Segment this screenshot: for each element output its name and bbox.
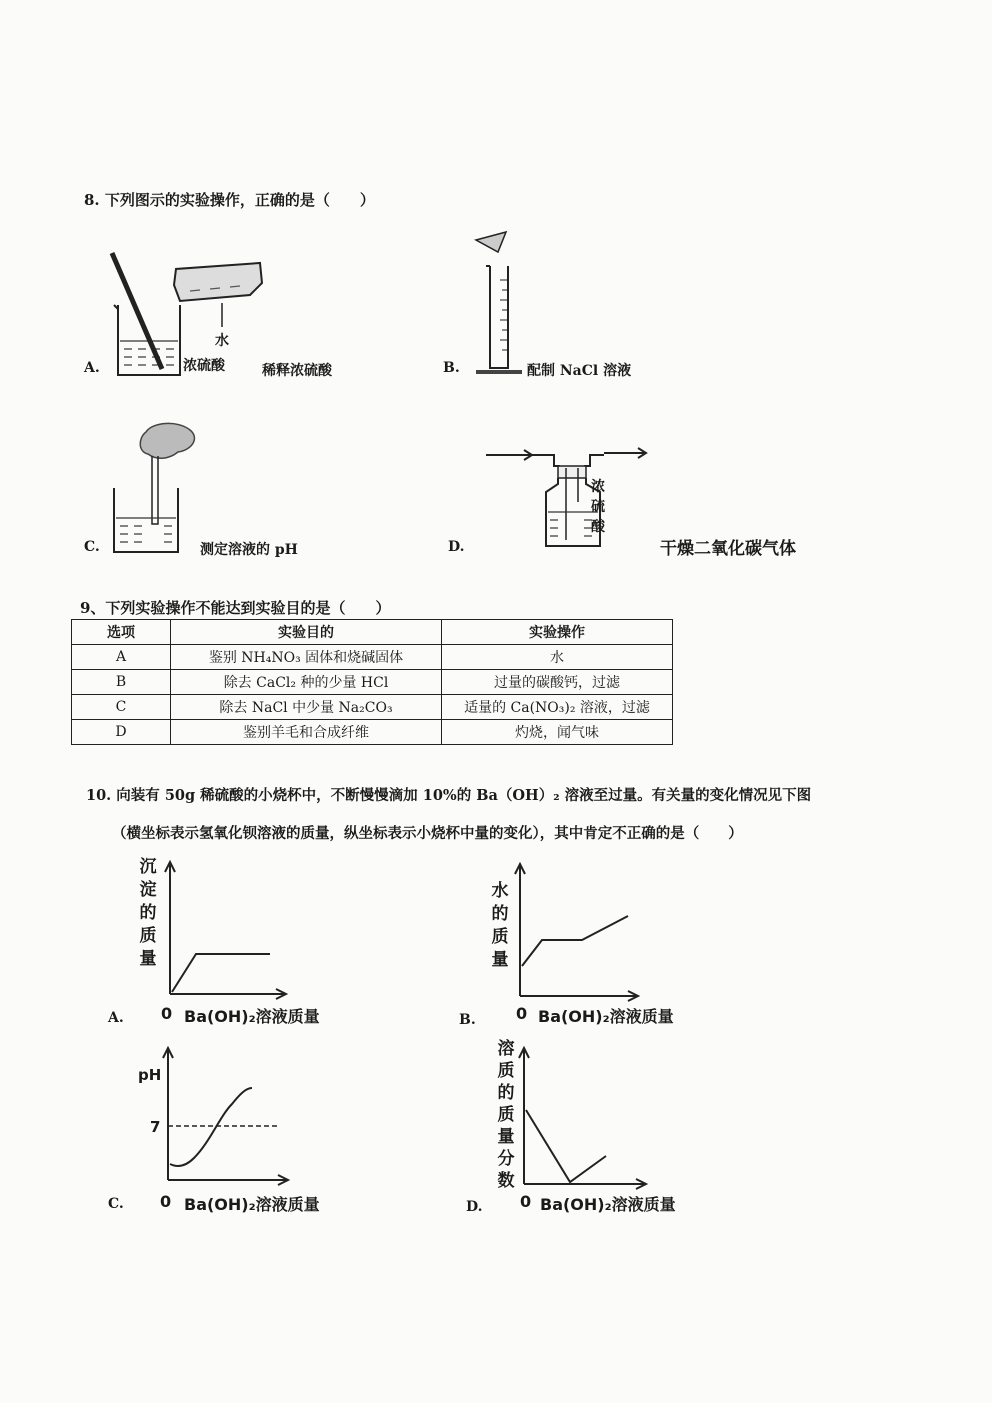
graph-d-ylabel-char: 数 bbox=[497, 1171, 515, 1191]
col-header-option: 选项 bbox=[72, 620, 171, 645]
graph-c-tick-7: 7 bbox=[150, 1118, 161, 1136]
graph-a-ylabel bbox=[137, 856, 159, 971]
q8-d-washbottle-figure bbox=[484, 440, 654, 555]
q10-stem-line1: 10. 向装有 50g 稀硫酸的小烧杯中，不断慢慢滴加 10%的 Ba（OH）₂ 溶液至过量。有关量的变化情况见下图 bbox=[86, 787, 812, 804]
graph-c-key: C. bbox=[108, 1196, 124, 1212]
graph-b-ylabel bbox=[489, 880, 511, 972]
q8-d-label-char-2: 硫 bbox=[591, 499, 605, 515]
cell-option: A bbox=[72, 645, 171, 670]
q8-b-caption: 配制 NaCl 溶液 bbox=[527, 363, 632, 379]
graph-c-origin: 0 bbox=[160, 1192, 172, 1211]
q8-d-label-conc bbox=[591, 477, 607, 537]
graph-d-ylabel-char: 质 bbox=[497, 1061, 515, 1081]
graph-d-ylabel-char: 质 bbox=[497, 1105, 515, 1125]
graph-d-ylabel-char: 溶 bbox=[497, 1039, 515, 1059]
cell-operation: 过量的碳酸钙，过滤 bbox=[442, 670, 673, 695]
q9-stem: 9、下列实验操作不能达到实验目的是（ ） bbox=[80, 599, 391, 617]
cell-purpose: 除去 CaCl₂ 种的少量 HCl bbox=[171, 670, 442, 695]
q8-d-label-char-1: 浓 bbox=[591, 479, 605, 495]
graph-a-key: A. bbox=[108, 1010, 124, 1026]
q10-stem-line2: （横坐标表示氢氧化钡溶液的质量，纵坐标表示小烧杯中量的变化），其中肯定不正确的是（ ） bbox=[112, 825, 743, 842]
table-row bbox=[72, 695, 673, 720]
q8-option-a-key: A. bbox=[84, 360, 100, 376]
graph-a-xlabel: Ba(OH)₂溶液质量 bbox=[184, 1007, 320, 1026]
graph-d-xlabel: Ba(OH)₂溶液质量 bbox=[540, 1195, 676, 1214]
graph-d-plot bbox=[516, 1046, 656, 1188]
graph-d-ylabel-char: 量 bbox=[497, 1127, 515, 1147]
cell-purpose: 除去 NaCl 中少量 Na₂CO₃ bbox=[171, 695, 442, 720]
graph-b-plot bbox=[510, 862, 645, 1002]
q8-c-ph-figure bbox=[108, 420, 208, 560]
graph-a-ylabel-char: 淀 bbox=[139, 880, 157, 900]
graph-a-ylabel-char: 沉 bbox=[139, 857, 157, 877]
q8-option-b-key: B. bbox=[443, 360, 460, 376]
graph-c-ylabel: pH bbox=[138, 1066, 162, 1084]
q8-option-c-key: C. bbox=[84, 539, 100, 555]
q8-a-label-acid: 浓硫酸 bbox=[183, 358, 225, 374]
graph-b-origin: 0 bbox=[516, 1004, 528, 1023]
cell-option: B bbox=[72, 670, 171, 695]
cell-purpose: 鉴别 NH₄NO₃ 固体和烧碱固体 bbox=[171, 645, 442, 670]
table-row bbox=[72, 670, 673, 695]
q8-stem: 8. 下列图示的实验操作，正确的是（ ） bbox=[84, 191, 375, 209]
cell-operation: 适量的 Ca(NO₃)₂ 溶液，过滤 bbox=[442, 695, 673, 720]
graph-b-ylabel-char: 水 bbox=[491, 881, 509, 901]
cell-option: D bbox=[72, 720, 171, 745]
graph-a-plot bbox=[160, 860, 290, 1000]
graph-a-ylabel-char: 的 bbox=[139, 903, 157, 923]
q8-a-caption: 稀释浓硫酸 bbox=[262, 363, 332, 379]
graph-b-xlabel: Ba(OH)₂溶液质量 bbox=[538, 1007, 674, 1026]
graph-d-origin: 0 bbox=[520, 1192, 532, 1211]
cell-operation: 水 bbox=[442, 645, 673, 670]
graph-d-ylabel-char: 分 bbox=[497, 1149, 515, 1169]
graph-b-key: B. bbox=[459, 1012, 476, 1028]
graph-a-origin: 0 bbox=[161, 1004, 173, 1023]
cell-purpose: 鉴别羊毛和合成纤维 bbox=[171, 720, 442, 745]
table-row bbox=[72, 645, 673, 670]
q8-c-caption: 测定溶液的 pH bbox=[200, 542, 298, 558]
q8-option-d-key: D. bbox=[448, 539, 465, 555]
graph-c-xlabel: Ba(OH)₂溶液质量 bbox=[184, 1195, 320, 1214]
q9-table bbox=[71, 619, 673, 745]
table-header-row bbox=[72, 620, 673, 645]
graph-b-ylabel-char: 的 bbox=[491, 904, 509, 924]
graph-b-ylabel-char: 量 bbox=[491, 950, 509, 970]
col-header-purpose: 实验目的 bbox=[171, 620, 442, 645]
graph-a-ylabel-char: 质 bbox=[139, 926, 157, 946]
table-row bbox=[72, 720, 673, 745]
q8-d-label-char-3: 酸 bbox=[591, 519, 605, 535]
graph-b-ylabel-char: 质 bbox=[491, 927, 509, 947]
graph-d-ylabel bbox=[495, 1038, 517, 1192]
graph-d-ylabel-char: 的 bbox=[497, 1083, 515, 1103]
graph-a-ylabel-char: 量 bbox=[139, 949, 157, 969]
col-header-operation: 实验操作 bbox=[442, 620, 673, 645]
cell-option: C bbox=[72, 695, 171, 720]
q8-a-label-water: 水 bbox=[215, 333, 229, 349]
cell-operation: 灼烧，闻气味 bbox=[442, 720, 673, 745]
graph-d-key: D. bbox=[466, 1199, 483, 1215]
graph-c-plot bbox=[160, 1046, 295, 1186]
q8-b-cylinder-figure bbox=[470, 230, 540, 380]
q8-d-caption: 干燥二氧化碳气体 bbox=[660, 539, 796, 559]
